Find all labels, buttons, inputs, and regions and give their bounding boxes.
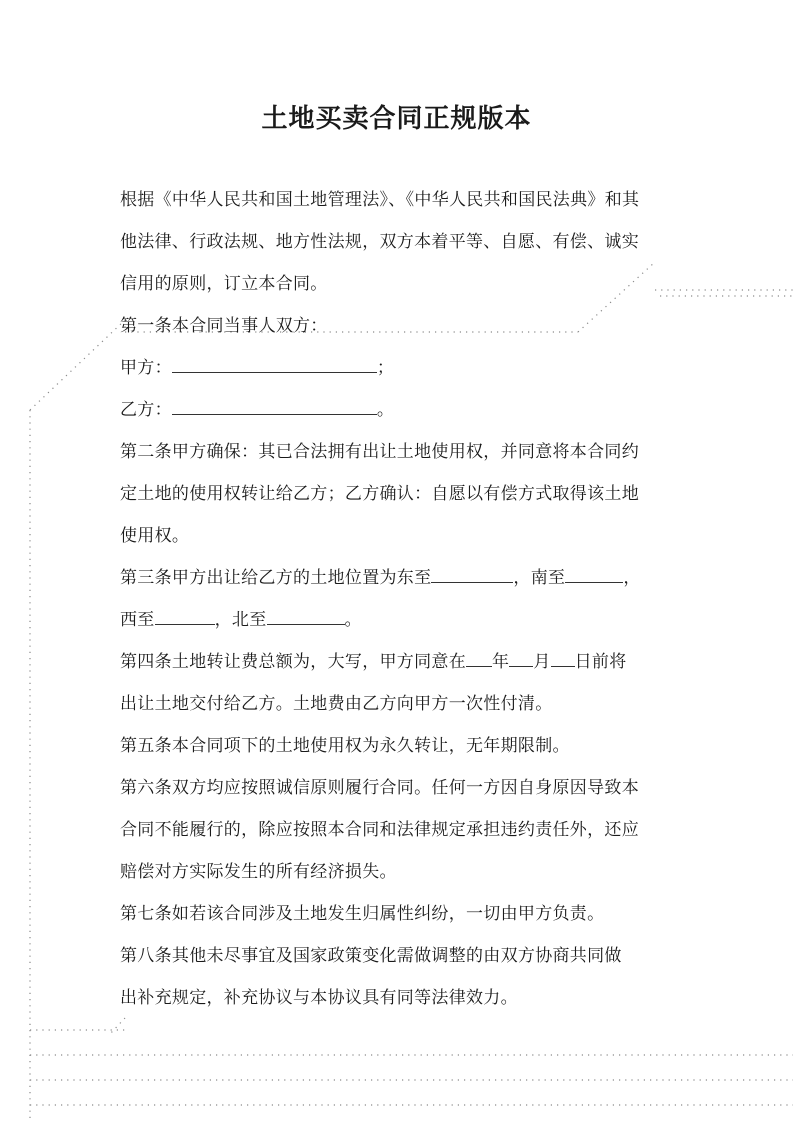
- article-2-line-2: 定土地的使用权转让给乙方；乙方确认：自愿以有偿方式取得该土地: [120, 484, 639, 504]
- east-boundary-blank[interactable]: [431, 567, 513, 583]
- article-8-line-2: 出补充规定，补充协议与本协议具有同等法律效力。: [120, 988, 518, 1008]
- article-4-text: 第四条土地转让费总额为，大写，甲方同意在: [120, 652, 466, 672]
- intro-line-3: 信用的原则，订立本合同。: [120, 274, 328, 294]
- article-6-line-3: 赔偿对方实际发生的所有经济损失。: [120, 862, 397, 882]
- day-label: 日前将: [574, 652, 627, 672]
- north-boundary-blank[interactable]: [267, 609, 345, 625]
- article-6-line-2: 合同不能履行的，除应按照本合同和法律规定承担违约责任外，还应: [120, 820, 639, 840]
- article-3-comma: ，: [623, 568, 641, 588]
- article-8-line-1: 第八条其他未尽事宜及国家政策变化需做调整的由双方协商共同做: [120, 946, 622, 966]
- year-label: 年: [492, 652, 510, 672]
- article-2-line-3: 使用权。: [120, 526, 190, 546]
- party-b-label: 乙方：: [120, 400, 172, 420]
- article-3-period: 。: [344, 610, 362, 630]
- article-1-heading: 第一条本合同当事人双方：: [120, 316, 328, 336]
- party-b-blank[interactable]: [172, 399, 377, 415]
- article-7: 第七条如若该合同涉及土地发生归属性纠纷，一切由甲方负责。: [120, 904, 605, 924]
- article-3-west-text: 西至: [120, 610, 155, 630]
- day-blank[interactable]: [551, 651, 575, 667]
- party-a-label: 甲方：: [120, 358, 172, 378]
- article-3-south-text: ，南至: [513, 568, 566, 588]
- article-3-north-text: ，北至: [214, 610, 267, 630]
- year-blank[interactable]: [466, 651, 492, 667]
- party-a-blank[interactable]: [172, 357, 377, 373]
- party-a-line: [120, 356, 680, 380]
- party-b-end: 。: [376, 400, 395, 420]
- article-6-line-1: 第六条双方均应按照诚信原则履行合同。任何一方因自身原因导致本: [120, 778, 639, 798]
- month-blank[interactable]: [509, 651, 533, 667]
- intro-line-1: 根据《中华人民共和国土地管理法》、《中华人民共和国民法典》和其: [120, 190, 640, 210]
- month-label: 月: [533, 652, 551, 672]
- article-2-line-1: 第二条甲方确保：其已合法拥有出让土地使用权，并同意将本合同约: [120, 442, 639, 462]
- west-boundary-blank[interactable]: [155, 609, 215, 625]
- south-boundary-blank[interactable]: [565, 567, 623, 583]
- party-b-line: [120, 398, 680, 422]
- article-4-line-2: 出让土地交付给乙方。土地费由乙方向甲方一次性付清。: [120, 694, 553, 714]
- page-title: 土地买卖合同正规版本: [261, 104, 532, 134]
- party-a-end: ；: [376, 358, 395, 378]
- article-3-east-text: 第三条甲方出让给乙方的土地位置为东至: [120, 568, 432, 588]
- article-3-line-1: [120, 566, 680, 590]
- article-4-line-1: [120, 650, 680, 674]
- intro-line-2: 他法律、行政法规、地方性法规，双方本着平等、自愿、有偿、诚实: [120, 232, 639, 252]
- article-5: 第五条本合同项下的土地使用权为永久转让，无年期限制。: [120, 736, 570, 756]
- article-3-line-2: [120, 608, 680, 632]
